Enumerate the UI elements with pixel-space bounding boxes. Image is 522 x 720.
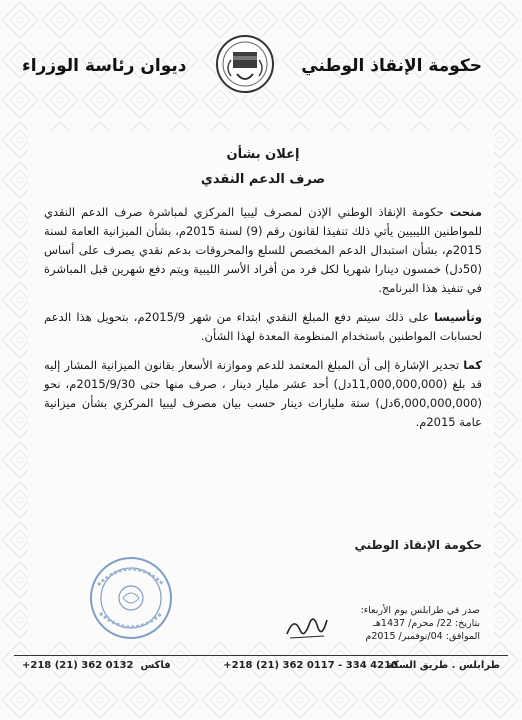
paragraph-lead: كما: [463, 358, 482, 372]
announcement-subtitle: صرف الدعم النقدي: [200, 172, 326, 187]
footer-address: طرابلس . طريق السكة: [387, 660, 500, 671]
footer-phone: +218 (21) 362 0117 - 334 4210: [223, 660, 398, 671]
footer-divider: [14, 655, 508, 656]
government-name: حكومة الإنقاذ الوطني: [301, 56, 482, 76]
announcement-title: إعلان بشأن: [226, 147, 300, 162]
paragraph-text: حكومة الإنقاذ الوطني الإذن لمصرف ليبيا المركزي لمباشرة صرف الدعم النقدي للمواطنين الليبيين يأتي ذلك تنفيذا لقانون رقم (9) لسنة 2015م، بشأن الميزانية العامة لسنة 2015م، بشأن استبدال الدعم المخصص للسلع والمحروقات بدعم نقدي يصرف على أساس (50دل) خمسون دينارا شهريا لكل فرد من أفراد الأسر الليبية ويتم دفع شهرين قبل المباشرة في تنفيذ هذا البرنامج.: [44, 205, 482, 295]
paragraph-lead: وتأسيسا: [434, 310, 482, 324]
fax-label: فاكس: [140, 660, 171, 671]
office-name: ديوان رئاسة الوزراء: [22, 56, 187, 76]
paragraph-text: تجدير الإشارة إلى أن المبلغ المعتمد للدعم وموازنة الأسعار بقانون الميزانية المشار إليه قد بلغ (11,000,000,000دل) أحد عشر مليار دينار ، صرف منها حتى 2015/9/30م، نحو (6,000,000,000دل) ستة مليارات دينار حسب بيان مصرف ليبيا المركزي بشأن ميزانية عامة 2015م.: [44, 358, 482, 429]
paragraph-3: [44, 356, 482, 432]
issue-gregorian-date: الموافق: 04/نوفمبر/ 2015م: [365, 631, 480, 642]
issue-hijri-date: بتاريخ: 22/ محرم/ 1437هـ: [373, 618, 480, 629]
paragraph-text: على ذلك سيتم دفع المبلغ النقدي ابتداء من شهر 2015/9م، بتحويل هذا الدعم لحسابات المواطنين باستخدام المنظومة المعدة لهذا الشأن.: [44, 310, 482, 343]
paragraph-lead: منحت: [449, 205, 482, 219]
footer: [14, 660, 508, 678]
issue-place: صدر في طرابلس يوم الأربعاء:: [360, 605, 480, 616]
official-stamp-icon: [88, 555, 174, 641]
issue-date-block: [330, 604, 480, 643]
signatory: حكومة الإنقاذ الوطني: [354, 538, 482, 552]
letterhead: [0, 30, 522, 110]
announcement-body: [44, 145, 482, 442]
fax-number: +218 (21) 362 0132: [22, 660, 134, 671]
paragraph-1: [44, 203, 482, 298]
handwritten-signature-icon: [284, 612, 330, 642]
paragraph-2: [44, 308, 482, 346]
footer-fax: [22, 660, 171, 671]
state-emblem-icon: [213, 30, 277, 104]
